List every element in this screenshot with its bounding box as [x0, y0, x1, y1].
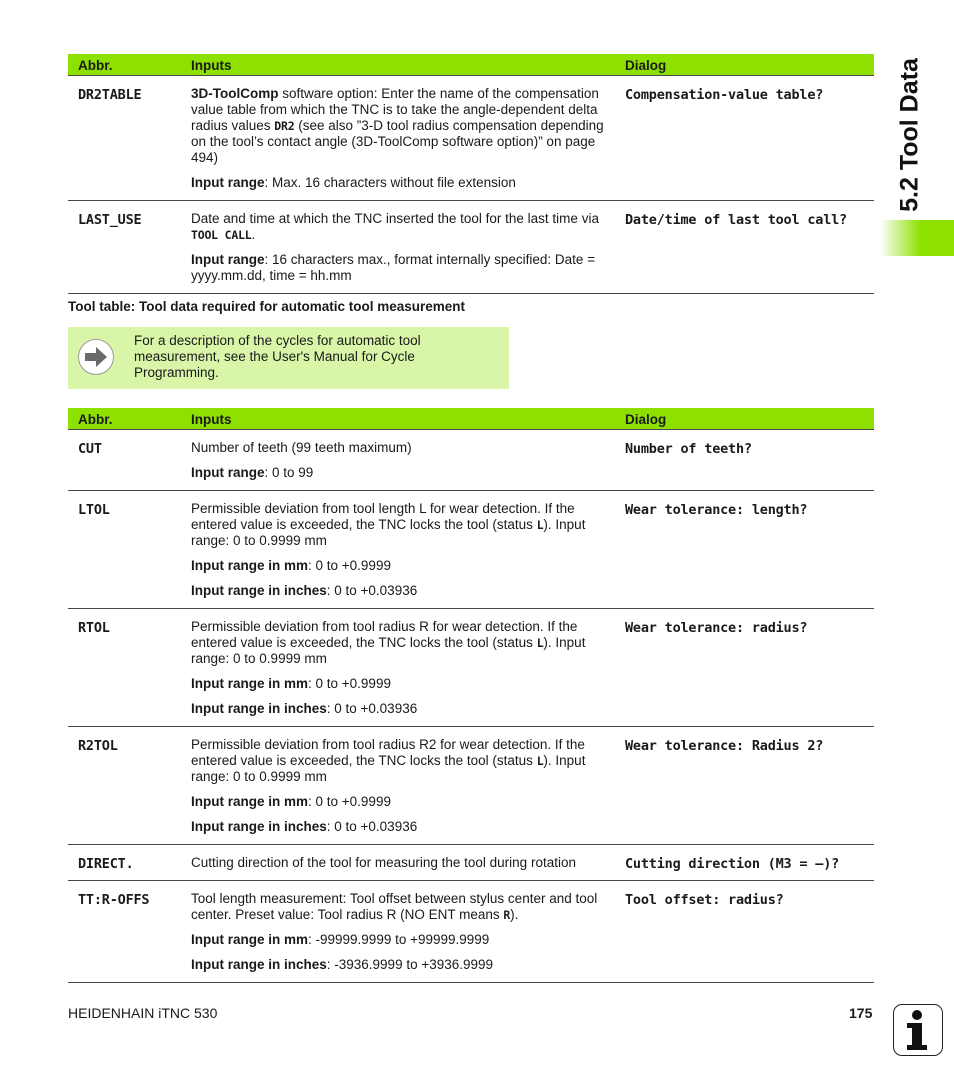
inputs-paragraph [191, 891, 617, 923]
abbr-cell: DR2TABLE [68, 76, 191, 201]
inputs-paragraph [191, 440, 617, 456]
body-text: : 0 to +0.9999 [308, 558, 391, 573]
inputs-paragraph [191, 701, 617, 717]
dialog-cell: Tool offset: radius? [625, 881, 874, 983]
info-icon [893, 1004, 943, 1056]
header-abbr: Abbr. [68, 54, 191, 76]
body-text: Permissible deviation from tool radius R2 for wear detection. If the entered value is exceeded, the TNC locks the tool (status [191, 737, 585, 768]
inputs-paragraph [191, 932, 617, 948]
header-dialog: Dialog [625, 54, 874, 76]
abbr-cell: TT:R-OFFS [68, 881, 191, 983]
inputs-paragraph [191, 252, 617, 284]
inputs-paragraph [191, 175, 617, 191]
header-inputs: Inputs [191, 408, 625, 430]
body-text: ). [510, 907, 519, 922]
inputs-paragraph [191, 501, 617, 549]
table-header-row [68, 408, 874, 430]
inputs-paragraph [191, 957, 617, 973]
inputs-paragraph [191, 465, 617, 481]
dialog-cell: Compensation-value table? [625, 76, 874, 201]
abbr-cell: CUT [68, 430, 191, 491]
inputs-cell [191, 727, 625, 845]
inputs-paragraph [191, 676, 617, 692]
body-text: : 0 to +0.03936 [326, 701, 418, 716]
label-text: Input range in inches [191, 583, 327, 598]
tool-data-table-1 [68, 54, 874, 294]
body-text: : -99999.9999 to +99999.9999 [308, 932, 490, 947]
label-text: Input range in mm [191, 932, 309, 947]
label-text: 3D-ToolComp [191, 86, 279, 101]
code-text: R [503, 908, 511, 922]
code-text: L [536, 636, 544, 650]
arrow-right-icon [78, 339, 114, 375]
label-text: Input range [191, 175, 265, 190]
inputs-cell [191, 881, 625, 983]
body-text: : -3936.9999 to +3936.9999 [326, 957, 494, 972]
label-text: Input range [191, 465, 265, 480]
chapter-side-title [880, 50, 940, 220]
body-text: (see also ”3-D tool radius compensation depending on the tool’s contact angle (3D-ToolComp software option)” on page 494) [191, 118, 604, 165]
header-abbr: Abbr. [68, 408, 191, 430]
body-text: Cutting direction of the tool for measuring the tool during rotation [191, 855, 576, 870]
dialog-cell: Number of teeth? [625, 430, 874, 491]
body-text: software option: Enter the name of the compensation value table from which the TNC is to take the angle-dependent delta radius values [191, 86, 599, 133]
label-text: Input range in inches [191, 819, 327, 834]
label-text: Input range [191, 252, 265, 267]
inputs-cell [191, 845, 625, 881]
table-row [68, 727, 874, 845]
label-text: Input range in inches [191, 957, 327, 972]
label-text: Input range in mm [191, 676, 309, 691]
body-text: : 0 to 99 [264, 465, 314, 480]
code-text: TOOL CALL [191, 228, 252, 242]
abbr-cell: DIRECT. [68, 845, 191, 881]
inputs-cell [191, 430, 625, 491]
inputs-paragraph [191, 86, 617, 166]
abbr-cell: R2TOL [68, 727, 191, 845]
chapter-title-text: 5.2 Tool Data [895, 58, 924, 212]
dialog-cell: Wear tolerance: length? [625, 491, 874, 609]
dialog-cell: Wear tolerance: Radius 2? [625, 727, 874, 845]
inputs-cell [191, 609, 625, 727]
table-row [68, 609, 874, 727]
body-text: ). Input range: 0 to 0.9999 mm [191, 753, 586, 784]
body-text: Permissible deviation from tool length L for wear detection. If the entered value is exceeded, the TNC locks the tool (status [191, 501, 575, 532]
table-row [68, 76, 874, 201]
note-text: For a description of the cycles for automatic tool measurement, see the User's Manual for Cycle Programming. [134, 333, 421, 380]
abbr-cell: RTOL [68, 609, 191, 727]
abbr-cell: LAST_USE [68, 201, 191, 294]
body-text: : 16 characters max., format internally specified: Date = yyyy.mm.dd, time = hh.mm [191, 252, 596, 283]
body-text: : 0 to +0.03936 [326, 583, 418, 598]
section-heading: Tool table: Tool data required for automatic tool measurement [68, 299, 466, 314]
code-text: DR2 [274, 119, 295, 133]
code-text: L [536, 518, 544, 532]
body-text: : Max. 16 characters without file extension [264, 175, 516, 190]
header-dialog: Dialog [625, 408, 874, 430]
inputs-cell [191, 491, 625, 609]
code-text: L [536, 754, 544, 768]
inputs-cell [191, 76, 625, 201]
label-text: Input range in inches [191, 701, 327, 716]
table-row [68, 201, 874, 294]
table-row [68, 491, 874, 609]
body-text: Date and time at which the TNC inserted the tool for the last time via [191, 211, 599, 226]
inputs-paragraph [191, 211, 617, 243]
abbr-cell: LTOL [68, 491, 191, 609]
dialog-cell: Cutting direction (M3 = –)? [625, 845, 874, 881]
inputs-paragraph [191, 583, 617, 599]
inputs-paragraph [191, 558, 617, 574]
table-row [68, 430, 874, 491]
dialog-cell: Wear tolerance: radius? [625, 609, 874, 727]
body-text: ). Input range: 0 to 0.9999 mm [191, 635, 586, 666]
body-text: ). Input range: 0 to 0.9999 mm [191, 517, 586, 548]
note-box [68, 327, 509, 389]
body-text: Tool length measurement: Tool offset between stylus center and tool center. Preset value: Tool radius R (NO ENT means [191, 891, 598, 922]
body-text: : 0 to +0.9999 [308, 794, 391, 809]
body-text: Number of teeth (99 teeth maximum) [191, 440, 412, 455]
header-inputs: Inputs [191, 54, 625, 76]
inputs-paragraph [191, 619, 617, 667]
tool-data-table-2 [68, 408, 874, 983]
inputs-cell [191, 201, 625, 294]
body-text: . [251, 227, 256, 242]
dialog-cell: Date/time of last tool call? [625, 201, 874, 294]
page-number: 175 [849, 1005, 873, 1021]
footer-product: HEIDENHAIN iTNC 530 [68, 1005, 218, 1021]
body-text: : 0 to +0.03936 [326, 819, 418, 834]
label-text: Input range in mm [191, 558, 309, 573]
inputs-paragraph [191, 819, 617, 835]
body-text: Permissible deviation from tool radius R for wear detection. If the entered value is exceeded, the TNC locks the tool (status [191, 619, 578, 650]
chapter-tab-bar [880, 220, 954, 256]
label-text: Input range in mm [191, 794, 309, 809]
body-text: : 0 to +0.9999 [308, 676, 391, 691]
table-row [68, 845, 874, 881]
inputs-paragraph [191, 737, 617, 785]
inputs-paragraph [191, 855, 617, 871]
table-row [68, 881, 874, 983]
inputs-paragraph [191, 794, 617, 810]
table-header-row [68, 54, 874, 76]
